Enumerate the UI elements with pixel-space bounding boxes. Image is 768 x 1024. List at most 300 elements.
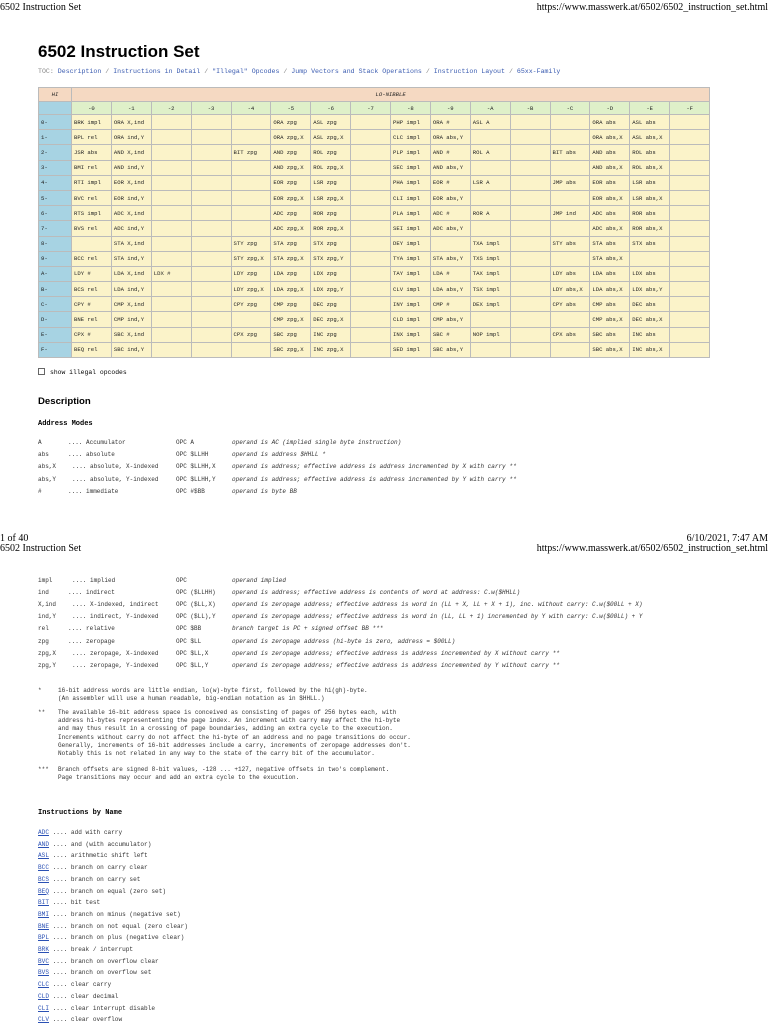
opcode-cell[interactable]: SBC abs,Y — [430, 342, 470, 357]
opcode-cell[interactable]: PLA impl — [391, 206, 431, 221]
instruction-row — [38, 888, 166, 895]
mode-name: impl — [38, 577, 53, 584]
opcode-cell[interactable]: LDY abs — [550, 266, 590, 281]
opcode-cell[interactable]: CMP abs — [590, 297, 630, 312]
opcode-cell[interactable]: DEC abs — [630, 297, 670, 312]
opcode-cell[interactable]: CPY # — [72, 297, 112, 312]
mode-desc: .... absolute, X-indexed — [72, 463, 159, 471]
instruction-link[interactable]: BPL — [38, 934, 49, 942]
toc-link[interactable]: Jump Vectors and Stack Operations — [291, 68, 422, 75]
opcode-cell[interactable]: CMP zpg,X — [271, 312, 311, 327]
table-row — [39, 130, 710, 145]
opcode-cell[interactable]: SEC impl — [391, 160, 431, 175]
instruction-link[interactable]: BVS — [38, 969, 49, 977]
opcode-cell — [670, 236, 710, 251]
opcode-cell[interactable]: BIT abs — [550, 145, 590, 160]
opcode-cell[interactable]: ADC abs — [590, 206, 630, 221]
opcode-cell — [231, 342, 271, 357]
opcode-cell[interactable]: AND abs,X — [590, 160, 630, 175]
show-illegal-toggle[interactable] — [38, 368, 127, 376]
instruction-desc: .... branch on overflow clear — [48, 957, 159, 965]
opcode-cell[interactable]: LDX abs — [630, 266, 670, 281]
instruction-link[interactable]: ADC — [38, 829, 49, 836]
opcode-cell[interactable]: EOR zpg,X — [271, 190, 311, 205]
opcode-cell[interactable]: ROR abs — [630, 206, 670, 221]
opcode-table — [38, 87, 710, 358]
instruction-link[interactable]: CLC — [38, 981, 49, 989]
table-row — [39, 342, 710, 357]
opcode-cell[interactable]: AND abs,Y — [430, 160, 470, 175]
opcode-cell[interactable]: NOP impl — [470, 327, 510, 342]
opcode-cell[interactable]: ORA abs,X — [590, 130, 630, 145]
opcode-cell[interactable]: INC zpg,X — [311, 342, 351, 357]
opcode-cell[interactable]: CMP X,ind — [111, 297, 151, 312]
opcode-cell[interactable]: ORA # — [430, 115, 470, 130]
opcode-cell[interactable]: ROL zpg — [311, 145, 351, 160]
opcode-cell[interactable]: EOR abs,Y — [430, 190, 470, 205]
mode-desc: .... indirect, Y-indexed — [72, 613, 159, 621]
opcode-cell — [191, 266, 231, 281]
opcode-cell[interactable]: EOR abs — [590, 175, 630, 190]
opcode-cell[interactable]: ADC # — [430, 206, 470, 221]
opcode-cell[interactable]: TSX impl — [470, 282, 510, 297]
opcode-cell — [670, 130, 710, 145]
opcode-cell[interactable]: EOR zpg — [271, 175, 311, 190]
opcode-cell[interactable]: ROL zpg,X — [311, 160, 351, 175]
opcode-cell[interactable]: INC zpg — [311, 327, 351, 342]
opcode-cell[interactable]: CLV impl — [391, 282, 431, 297]
mode-syntax: OPC A — [176, 439, 195, 446]
opcode-cell[interactable]: TAY impl — [391, 266, 431, 281]
instruction-desc: .... branch on not equal (zero clear) — [48, 922, 188, 930]
row-header: 6- — [39, 206, 72, 221]
opcode-cell — [351, 282, 391, 297]
mode-meaning: operand implied — [232, 577, 287, 584]
opcode-cell[interactable]: CMP ind,Y — [111, 312, 151, 327]
opcode-cell — [630, 251, 670, 266]
opcode-cell — [430, 236, 470, 251]
mode-name: abs — [38, 451, 49, 459]
opcode-cell — [191, 145, 231, 160]
instruction-link[interactable]: AND — [38, 840, 49, 848]
row-header: 4- — [39, 175, 72, 190]
opcode-cell — [550, 130, 590, 145]
opcode-cell[interactable]: STX zpg — [311, 236, 351, 251]
opcode-cell[interactable]: EOR X,ind — [111, 175, 151, 190]
opcode-cell[interactable]: LDY # — [72, 266, 112, 281]
opcode-cell — [191, 282, 231, 297]
opcode-cell[interactable]: ROL A — [470, 145, 510, 160]
opcode-cell[interactable]: LDA zpg,X — [271, 282, 311, 297]
opcode-cell — [510, 190, 550, 205]
opcode-cell — [510, 266, 550, 281]
mode-desc: .... Accumulator — [68, 439, 126, 446]
opcode-cell[interactable]: ROR zpg — [311, 206, 351, 221]
opcode-cell[interactable]: ORA abs,Y — [430, 130, 470, 145]
opcode-cell — [510, 221, 550, 236]
instruction-desc: .... branch on carry set — [48, 875, 141, 883]
opcode-cell[interactable]: TAX impl — [470, 266, 510, 281]
opcode-cell — [550, 221, 590, 236]
mode-syntax: OPC — [176, 577, 187, 584]
instruction-link[interactable]: BCC — [38, 864, 49, 872]
opcode-cell[interactable]: STA abs,Y — [430, 251, 470, 266]
mode-name: zpg — [38, 637, 49, 645]
opcode-cell[interactable]: EOR ind,Y — [111, 190, 151, 205]
mode-desc: .... zeropage — [68, 637, 115, 645]
opcode-cell[interactable]: CMP abs,X — [590, 312, 630, 327]
opcode-cell[interactable]: INC abs — [630, 327, 670, 342]
mode-syntax: OPC $LL — [176, 637, 202, 645]
opcode-cell[interactable]: ASL zpg — [311, 115, 351, 130]
instruction-desc: .... bit test — [48, 899, 101, 907]
opcode-cell[interactable]: ADC zpg — [271, 206, 311, 221]
table-row — [39, 312, 710, 327]
row-header: B- — [39, 282, 72, 297]
opcode-cell[interactable]: CLD impl — [391, 312, 431, 327]
opcode-cell[interactable]: ADC abs,X — [590, 221, 630, 236]
opcode-cell — [351, 115, 391, 130]
opcode-cell — [670, 312, 710, 327]
opcode-cell[interactable]: BEQ rel — [72, 342, 112, 357]
opcode-cell[interactable]: DEC zpg,X — [311, 312, 351, 327]
opcode-cell — [191, 342, 231, 357]
opcode-cell[interactable]: BMI rel — [72, 160, 112, 175]
mode-name: X,ind — [38, 601, 57, 609]
opcode-cell[interactable]: STA abs — [590, 236, 630, 251]
opcode-cell[interactable]: ASL A — [470, 115, 510, 130]
opcode-cell[interactable]: CPX zpg — [231, 327, 271, 342]
opcode-cell[interactable]: ORA zpg — [271, 115, 311, 130]
opcode-cell — [470, 160, 510, 175]
opcode-cell[interactable]: LDX zpg,Y — [311, 282, 351, 297]
instruction-link[interactable]: CLV — [38, 1016, 49, 1024]
opcode-cell — [550, 342, 590, 357]
opcode-cell[interactable]: EOR abs,X — [590, 190, 630, 205]
mode-desc: .... zeropage, X-indexed — [72, 649, 159, 657]
opcode-cell — [510, 130, 550, 145]
opcode-cell[interactable]: SBC abs — [590, 327, 630, 342]
opcode-cell[interactable]: BPL rel — [72, 130, 112, 145]
opcode-cell[interactable]: ROR A — [470, 206, 510, 221]
instruction-link[interactable]: BCS — [38, 875, 49, 883]
opcode-cell[interactable]: RTI impl — [72, 175, 112, 190]
opcode-cell[interactable]: DEX impl — [470, 297, 510, 312]
opcode-cell[interactable]: LDY abs,X — [550, 282, 590, 297]
instruction-link[interactable]: ASL — [38, 852, 49, 860]
opcode-cell[interactable]: CMP # — [430, 297, 470, 312]
opcode-cell — [151, 115, 191, 130]
instruction-link[interactable]: BMI — [38, 910, 49, 918]
row-header: D- — [39, 312, 72, 327]
opcode-cell[interactable]: ADC X,ind — [111, 206, 151, 221]
opcode-cell[interactable]: AND # — [430, 145, 470, 160]
opcode-cell — [670, 342, 710, 357]
toc-link[interactable]: 65xx-Family — [516, 68, 561, 75]
page1-header-url: https://www.masswerk.at/6502/6502_instruction_set.html — [536, 2, 768, 13]
mode-desc: .... indirect — [68, 589, 115, 597]
opcode-cell[interactable]: PLP impl — [391, 145, 431, 160]
instruction-row — [38, 829, 122, 836]
instruction-row — [38, 946, 133, 953]
toc-link[interactable]: Description — [57, 68, 102, 75]
opcode-cell — [231, 206, 271, 221]
opcode-cell[interactable]: AND abs — [590, 145, 630, 160]
opcode-cell — [351, 312, 391, 327]
mode-syntax: OPC $BB — [176, 625, 202, 633]
instruction-desc: .... branch on minus (negative set) — [48, 910, 181, 918]
opcode-cell[interactable]: ASL zpg,X — [311, 130, 351, 145]
opcode-cell[interactable]: CMP abs,Y — [430, 312, 470, 327]
row-header: 3- — [39, 160, 72, 175]
opcode-cell[interactable]: LDX abs,Y — [630, 282, 670, 297]
toc-link[interactable]: Instructions in Detail — [113, 68, 201, 75]
opcode-cell — [191, 221, 231, 236]
column-header: -0 — [72, 102, 112, 115]
opcode-cell[interactable]: STA zpg — [271, 236, 311, 251]
opcode-cell[interactable]: ADC abs,Y — [430, 221, 470, 236]
opcode-cell[interactable]: ADC zpg,X — [271, 221, 311, 236]
opcode-cell[interactable]: LDA abs,Y — [430, 282, 470, 297]
opcode-cell[interactable]: STX zpg,Y — [311, 251, 351, 266]
opcode-cell[interactable]: LSR abs,X — [630, 190, 670, 205]
opcode-cell — [351, 221, 391, 236]
opcode-cell[interactable]: EOR # — [430, 175, 470, 190]
opcode-cell — [670, 251, 710, 266]
opcode-cell — [510, 342, 550, 357]
opcode-cell — [470, 221, 510, 236]
opcode-cell — [191, 115, 231, 130]
opcode-cell[interactable]: STA abs,X — [590, 251, 630, 266]
opcode-cell[interactable]: ORA abs — [590, 115, 630, 130]
instruction-link[interactable]: BVC — [38, 957, 49, 965]
opcode-cell[interactable]: CPY zpg — [231, 297, 271, 312]
column-header-row — [39, 102, 710, 115]
opcode-cell[interactable]: SED impl — [391, 342, 431, 357]
opcode-cell — [191, 251, 231, 266]
opcode-cell[interactable]: LDX # — [151, 266, 191, 281]
opcode-cell[interactable]: BCS rel — [72, 282, 112, 297]
opcode-cell[interactable]: ROR abs,X — [630, 221, 670, 236]
opcode-cell[interactable]: TXA impl — [470, 236, 510, 251]
opcode-cell[interactable]: LSR zpg — [311, 175, 351, 190]
opcode-cell — [151, 206, 191, 221]
opcode-cell[interactable]: CLC impl — [391, 130, 431, 145]
opcode-cell — [510, 236, 550, 251]
opcode-cell — [191, 327, 231, 342]
opcode-cell[interactable]: STX abs — [630, 236, 670, 251]
opcode-cell — [351, 327, 391, 342]
opcode-cell[interactable]: BCC rel — [72, 251, 112, 266]
opcode-cell[interactable]: JMP abs — [550, 175, 590, 190]
opcode-cell — [670, 282, 710, 297]
opcode-cell[interactable]: ASL abs — [630, 115, 670, 130]
opcode-cell[interactable]: LDA zpg — [271, 266, 311, 281]
instruction-row — [38, 1005, 155, 1012]
opcode-cell[interactable]: SBC zpg — [271, 327, 311, 342]
table-row — [39, 282, 710, 297]
opcode-cell[interactable]: LDA abs,X — [590, 282, 630, 297]
instruction-row — [38, 934, 184, 941]
opcode-cell[interactable]: LDY zpg — [231, 266, 271, 281]
opcode-cell[interactable]: JMP ind — [550, 206, 590, 221]
opcode-cell[interactable]: LSR zpg,X — [311, 190, 351, 205]
opcode-cell[interactable]: CMP zpg — [271, 297, 311, 312]
mode-syntax: OPC #$BB — [176, 487, 205, 495]
instruction-link[interactable]: BRK — [38, 946, 49, 953]
column-header: -2 — [151, 102, 191, 115]
instruction-link[interactable]: BEQ — [38, 887, 49, 895]
opcode-cell[interactable]: CLI impl — [391, 190, 431, 205]
instruction-link[interactable]: BIT — [38, 899, 49, 907]
opcode-cell — [191, 297, 231, 312]
opcode-cell[interactable]: INC abs,X — [630, 342, 670, 357]
opcode-cell[interactable]: ORA zpg,X — [271, 130, 311, 145]
mode-meaning: operand is zeropage address; effective address is address incremented by Y without carry ** — [232, 661, 560, 669]
opcode-cell[interactable]: STA X,ind — [111, 236, 151, 251]
mode-syntax: OPC $LL,Y — [176, 661, 209, 669]
opcode-cell — [151, 130, 191, 145]
opcode-cell — [670, 190, 710, 205]
opcode-cell[interactable]: STA zpg,X — [271, 251, 311, 266]
opcode-cell[interactable]: SEI impl — [391, 221, 431, 236]
column-header: -D — [590, 102, 630, 115]
column-header: -C — [550, 102, 590, 115]
lo-nibble-header: LO-NIBBLE — [72, 88, 710, 102]
mode-desc: .... absolute — [68, 451, 115, 459]
instruction-row — [38, 923, 188, 930]
opcode-cell[interactable]: LDX zpg — [311, 266, 351, 281]
opcode-cell[interactable]: LDA X,ind — [111, 266, 151, 281]
opcode-cell — [191, 312, 231, 327]
corner-cell — [39, 102, 72, 115]
instruction-link[interactable]: CLI — [38, 1004, 49, 1012]
opcode-cell[interactable]: CPX # — [72, 327, 112, 342]
opcode-cell[interactable]: PHA impl — [391, 175, 431, 190]
opcode-cell[interactable]: ORA ind,Y — [111, 130, 151, 145]
opcode-cell[interactable]: LDA abs — [590, 266, 630, 281]
opcode-cell[interactable]: SBC zpg,X — [271, 342, 311, 357]
opcode-cell[interactable]: ORA X,ind — [111, 115, 151, 130]
opcode-cell[interactable]: DEY impl — [391, 236, 431, 251]
opcode-cell — [231, 160, 271, 175]
opcode-cell[interactable]: BVS rel — [72, 221, 112, 236]
opcode-cell — [191, 206, 231, 221]
opcode-cell[interactable]: DEC abs,X — [630, 312, 670, 327]
opcode-cell[interactable]: BIT zpg — [231, 145, 271, 160]
mode-syntax: OPC $LLHH — [176, 451, 209, 459]
opcode-cell[interactable]: ASL abs,X — [630, 130, 670, 145]
column-header: -9 — [430, 102, 470, 115]
opcode-cell[interactable]: TYA impl — [391, 251, 431, 266]
mode-meaning: operand is AC (implied single byte instruction) — [232, 439, 402, 446]
checkbox[interactable] — [38, 368, 45, 375]
opcode-cell[interactable]: AND ind,Y — [111, 160, 151, 175]
opcode-cell[interactable]: INX impl — [391, 327, 431, 342]
table-header-row — [39, 88, 710, 102]
opcode-cell[interactable]: STY zpg — [231, 236, 271, 251]
opcode-cell — [510, 115, 550, 130]
opcode-cell[interactable]: AND X,ind — [111, 145, 151, 160]
instruction-row — [38, 993, 118, 1000]
opcode-cell[interactable]: LSR abs — [630, 175, 670, 190]
mode-name: ind — [38, 589, 49, 597]
opcode-cell — [151, 160, 191, 175]
opcode-cell[interactable]: SBC abs,X — [590, 342, 630, 357]
table-row — [39, 190, 710, 205]
column-header: -6 — [311, 102, 351, 115]
opcode-cell[interactable]: SBC ind,Y — [111, 342, 151, 357]
opcode-cell[interactable]: ADC ind,Y — [111, 221, 151, 236]
opcode-cell[interactable]: BNE rel — [72, 312, 112, 327]
toc-link[interactable]: "Illegal" Opcodes — [212, 68, 280, 75]
opcode-cell — [151, 282, 191, 297]
row-header: 1- — [39, 130, 72, 145]
opcode-cell[interactable]: LDY zpg,X — [231, 282, 271, 297]
instruction-link[interactable]: BNE — [38, 922, 49, 930]
opcode-cell[interactable]: CPY abs — [550, 297, 590, 312]
opcode-cell[interactable]: ROL abs,X — [630, 160, 670, 175]
mode-desc: .... X-indexed, indirect — [72, 601, 159, 609]
opcode-cell — [470, 312, 510, 327]
opcode-cell[interactable]: STA ind,Y — [111, 251, 151, 266]
row-header: 9- — [39, 251, 72, 266]
opcode-cell[interactable]: AND zpg — [271, 145, 311, 160]
opcode-cell[interactable]: SBC X,ind — [111, 327, 151, 342]
opcode-cell[interactable]: INY impl — [391, 297, 431, 312]
opcode-cell[interactable]: BRK impl — [72, 115, 112, 130]
opcode-cell[interactable]: ROR zpg,X — [311, 221, 351, 236]
opcode-cell[interactable]: RTS impl — [72, 206, 112, 221]
opcode-cell[interactable]: BVC rel — [72, 190, 112, 205]
row-header: E- — [39, 327, 72, 342]
toc-prefix: TOC: — [38, 68, 58, 75]
mode-meaning: branch target is PC + signed offset BB *** — [232, 625, 384, 633]
opcode-cell[interactable]: STY zpg,X — [231, 251, 271, 266]
column-header: -F — [670, 102, 710, 115]
opcode-cell[interactable]: CPX abs — [550, 327, 590, 342]
address-modes-heading: Address Modes — [38, 420, 93, 428]
opcode-cell[interactable]: PHP impl — [391, 115, 431, 130]
opcode-cell[interactable]: AND zpg,X — [271, 160, 311, 175]
mode-meaning: operand is byte BB — [232, 487, 297, 495]
opcode-cell[interactable]: DEC zpg — [311, 297, 351, 312]
opcode-cell[interactable]: JSR abs — [72, 145, 112, 160]
opcode-cell[interactable]: LDA ind,Y — [111, 282, 151, 297]
instruction-row — [38, 911, 181, 918]
opcode-cell[interactable]: ROL abs — [630, 145, 670, 160]
opcode-cell — [670, 327, 710, 342]
toc-link[interactable]: Instruction Layout — [433, 68, 505, 75]
opcode-cell — [510, 175, 550, 190]
column-header: -E — [630, 102, 670, 115]
mode-name: # — [38, 487, 42, 495]
footnote-text: 16-bit address words are little endian, lo(w)-byte first, followed by the hi(gh)-byte. (An assembler will use a human readable, big-endian notation as in $HHLL.) — [58, 687, 368, 703]
table-row — [39, 206, 710, 221]
mode-desc: .... zeropage, Y-indexed — [72, 661, 159, 669]
opcode-cell — [151, 190, 191, 205]
opcode-cell[interactable]: TXS impl — [470, 251, 510, 266]
opcode-cell[interactable]: STY abs — [550, 236, 590, 251]
instruction-desc: .... branch on equal (zero set) — [48, 887, 167, 895]
opcode-cell — [510, 282, 550, 297]
mode-syntax: OPC ($LL,X) — [176, 601, 216, 609]
opcode-cell[interactable]: SBC # — [430, 327, 470, 342]
opcode-cell — [191, 236, 231, 251]
opcode-cell[interactable]: LSR A — [470, 175, 510, 190]
instruction-link[interactable]: CLD — [38, 992, 49, 1000]
opcode-cell[interactable]: LDA # — [430, 266, 470, 281]
